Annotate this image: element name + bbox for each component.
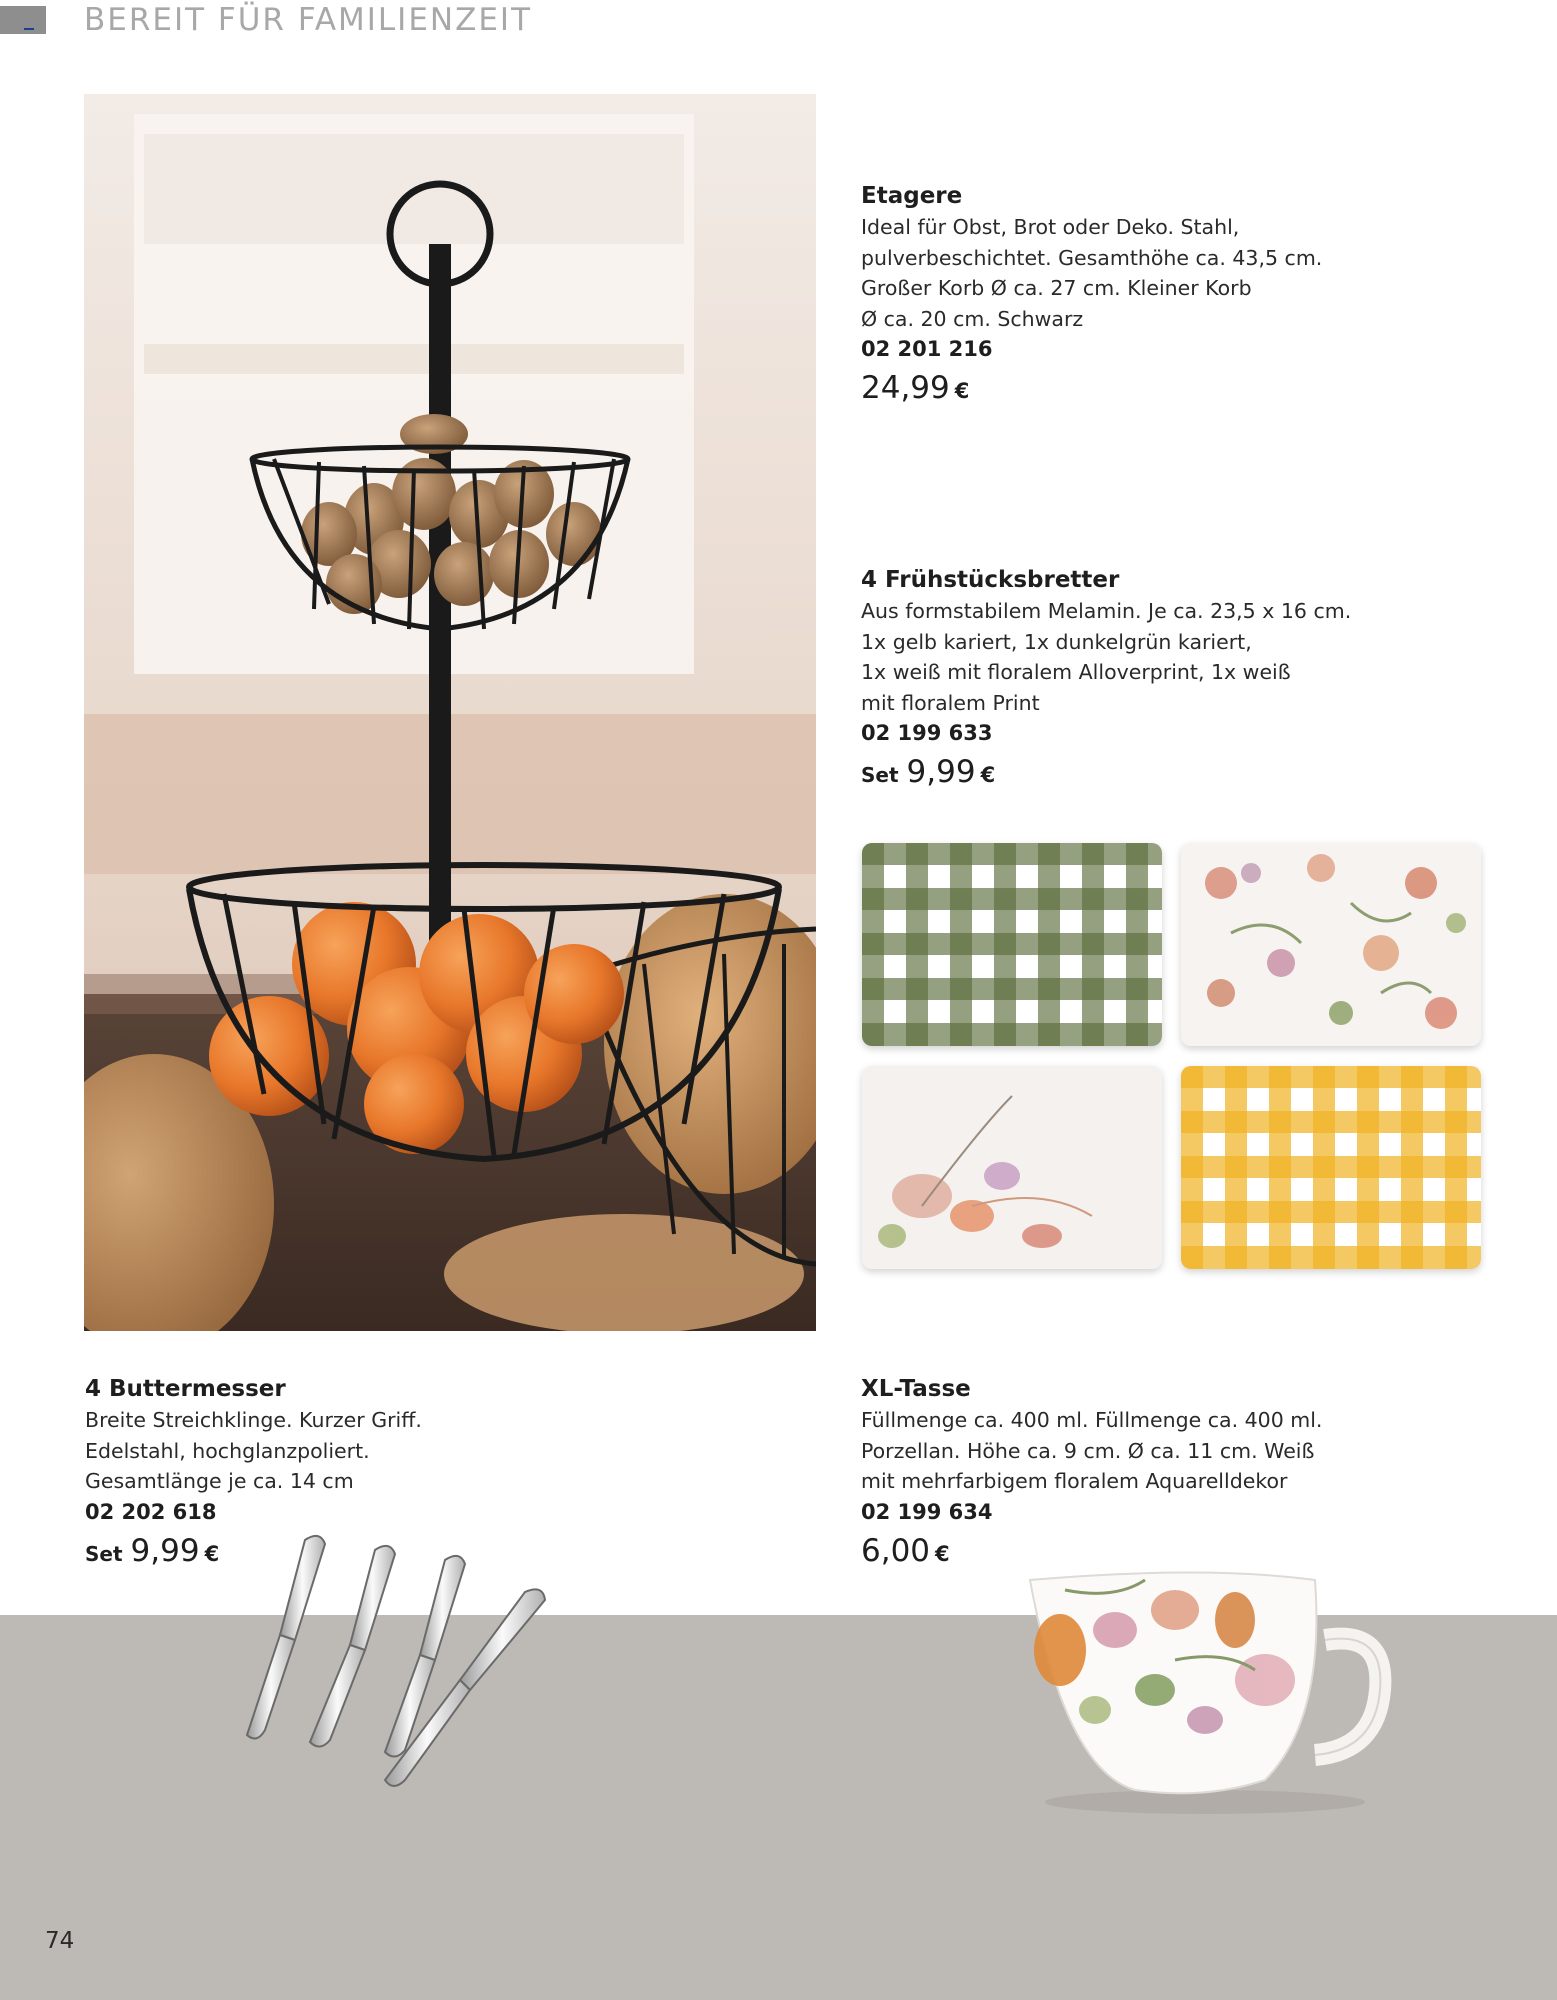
- description-line: pulverbeschichtet. Gesamthöhe ca. 43,5 cm.: [861, 245, 1323, 270]
- page-header-title: BEREIT FÜR FAMILIENZEIT: [84, 2, 533, 38]
- article-number: 02 199 634: [861, 1499, 993, 1524]
- section-marker: [0, 6, 46, 34]
- price-value: 24,99: [861, 370, 950, 406]
- board-yellow-checked-image: [1181, 1066, 1481, 1269]
- description-line: Porzellan. Höhe ca. 9 cm. Ø ca. 11 cm. Weiß: [861, 1438, 1315, 1463]
- price-prefix: Set: [85, 1541, 123, 1566]
- description-line: Ø ca. 20 cm. Schwarz: [861, 306, 1084, 331]
- product-etagere: [861, 180, 1501, 413]
- price-value: 9,99: [906, 754, 976, 790]
- description-line: mit floralem Print: [861, 690, 1040, 715]
- currency-symbol: €: [980, 763, 996, 787]
- description-line: Edelstahl, hochglanzpoliert.: [85, 1438, 370, 1463]
- description-line: Gesamtlänge je ca. 14 cm: [85, 1469, 354, 1493]
- product-description: [85, 1405, 645, 1497]
- etagere-photo: [84, 94, 816, 1331]
- product-title: Etagere: [861, 183, 963, 209]
- price: [861, 750, 1521, 797]
- description-line: Breite Streichklinge. Kurzer Griff.: [85, 1408, 422, 1432]
- butter-knives-image: [235, 1530, 575, 1800]
- description-line: Füllmenge ca. 400 ml. Füllmenge ca. 400 ml.: [861, 1408, 1323, 1432]
- description-line: Großer Korb Ø ca. 27 cm. Kleiner Korb: [861, 276, 1252, 300]
- description-line: mit mehrfarbigem floralem Aquarelldekor: [861, 1469, 1288, 1493]
- price-value: 9,99: [130, 1532, 200, 1569]
- price: [861, 366, 1501, 413]
- article-number: 02 202 618: [85, 1499, 217, 1524]
- description-line: Ideal für Obst, Brot oder Deko. Stahl,: [861, 215, 1240, 239]
- xl-cup-image: [1025, 1570, 1395, 1820]
- currency-symbol: €: [204, 1541, 220, 1566]
- article-number: 02 201 216: [861, 337, 993, 361]
- product-description: [861, 212, 1501, 334]
- page-number: 74: [45, 1928, 75, 1954]
- product-title: 4 Frühstücksbretter: [861, 567, 1120, 593]
- product-description: [861, 1405, 1521, 1497]
- description-line: Aus formstabilem Melamin. Je ca. 23,5 x 16 cm.: [861, 599, 1352, 623]
- product-title: XL-Tasse: [861, 1376, 971, 1402]
- product-fruehstuecksbretter: [861, 564, 1521, 797]
- section-marker-line: [24, 28, 34, 30]
- board-floral-print-image: [862, 1066, 1162, 1269]
- product-title: 4 Buttermesser: [85, 1376, 286, 1402]
- currency-symbol: €: [935, 1541, 950, 1566]
- price: [861, 1529, 1521, 1576]
- product-xl-tasse: [861, 1373, 1521, 1576]
- board-floral-allover-image: [1181, 843, 1481, 1046]
- description-line: 1x weiß mit floralem Alloverprint, 1x weiß: [861, 660, 1291, 684]
- board-green-checked-image: [862, 843, 1162, 1046]
- price-prefix: Set: [861, 763, 899, 787]
- price-value: 6,00: [861, 1532, 931, 1569]
- currency-symbol: €: [954, 379, 970, 403]
- description-line: 1x gelb kariert, 1x dunkelgrün kariert,: [861, 629, 1252, 654]
- article-number: 02 199 633: [861, 721, 993, 745]
- product-description: [861, 596, 1521, 718]
